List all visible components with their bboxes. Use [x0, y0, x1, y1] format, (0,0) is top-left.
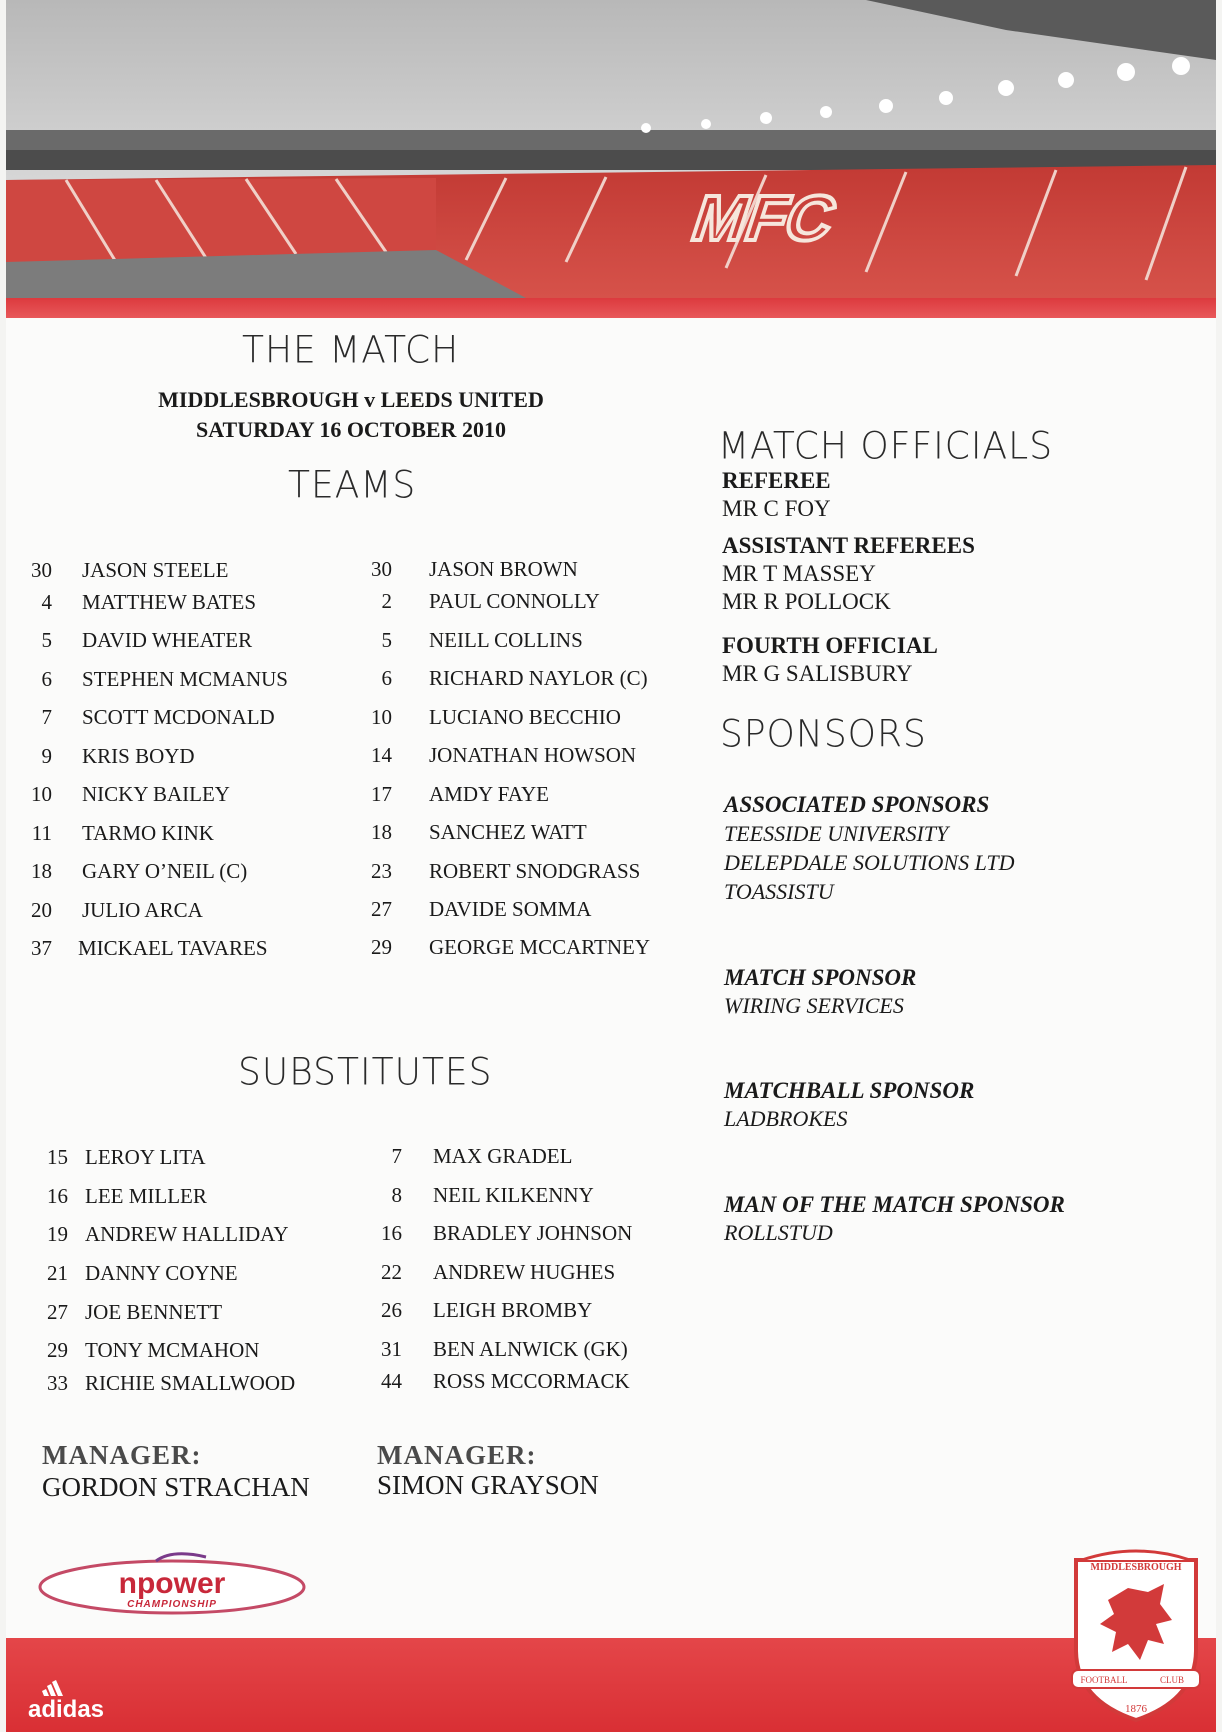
npower-championship-logo	[36, 1547, 308, 1619]
associated-sponsor: TEESSIDE UNIVERSITY	[724, 821, 949, 846]
player-number: 5	[381, 628, 392, 652]
player-name: NEIL KILKENNY	[433, 1183, 594, 1207]
programme-page	[6, 0, 1216, 1732]
player-number: 18	[371, 820, 392, 844]
player-number: 30	[31, 558, 52, 582]
npower-subtitle: CHAMPIONSHIP	[127, 1599, 217, 1610]
player-name: ROSS MCCORMACK	[433, 1369, 630, 1393]
adidas-logo	[28, 1680, 104, 1724]
player-number: 30	[371, 557, 392, 581]
player-number: 31	[381, 1337, 402, 1361]
player-name: TONY MCMAHON	[85, 1338, 260, 1362]
substitutes-heading: SUBSTITUTES	[238, 1050, 493, 1095]
player-number: 23	[371, 859, 392, 883]
player-name: PAUL CONNOLLY	[429, 589, 600, 613]
crest-year: 1876	[1125, 1703, 1147, 1715]
middlesbrough-crest	[1068, 1540, 1204, 1724]
player-name: STEPHEN MCMANUS	[82, 667, 288, 691]
assistant-referees-label: ASSISTANT REFEREES	[722, 533, 975, 558]
fourth-official-name: MR G SALISBURY	[722, 661, 913, 686]
player-number: 18	[31, 859, 52, 883]
player-number: 4	[41, 590, 52, 614]
player-number: 5	[41, 628, 52, 652]
player-name: GARY O’NEIL (C)	[82, 859, 248, 883]
player-name: KRIS BOYD	[82, 744, 195, 768]
player-name: MICKAEL TAVARES	[78, 936, 268, 960]
player-number: 7	[391, 1144, 402, 1168]
player-name: LEE MILLER	[85, 1184, 207, 1208]
player-name: DAVIDE SOMMA	[429, 897, 592, 921]
player-number: 10	[371, 705, 392, 729]
player-number: 2	[381, 589, 392, 613]
sponsors-heading: SPONSORS	[720, 712, 927, 757]
player-number: 15	[47, 1145, 68, 1169]
player-name: JONATHAN HOWSON	[429, 743, 637, 767]
home-manager-name: GORDON STRACHAN	[42, 1472, 310, 1502]
match-sponsor-name: WIRING SERVICES	[724, 993, 904, 1018]
player-name: LEROY LITA	[85, 1145, 206, 1169]
npower-wordmark: npower	[118, 1567, 226, 1600]
player-name: NICKY BAILEY	[82, 782, 230, 806]
motm-sponsor-name: ROLLSTUD	[724, 1220, 833, 1245]
adidas-stripes-icon	[42, 1680, 68, 1696]
the-match-heading: THE MATCH	[242, 328, 460, 373]
referee-name: MR C FOY	[722, 496, 831, 521]
fourth-official-label: FOURTH OFFICIAL	[722, 633, 938, 658]
player-name: JASON STEELE	[82, 558, 229, 582]
player-name: JASON BROWN	[429, 557, 578, 581]
player-name: LEIGH BROMBY	[433, 1298, 593, 1322]
player-number: 17	[371, 782, 392, 806]
player-number: 22	[381, 1260, 402, 1284]
mfc-seat-lettering: MFC	[683, 182, 846, 254]
player-name: BRADLEY JOHNSON	[433, 1221, 633, 1245]
home-manager-label: MANAGER:	[42, 1440, 202, 1470]
player-number: 9	[41, 744, 52, 768]
player-name: TARMO KINK	[82, 821, 214, 845]
fixture-title: MIDDLESBROUGH v LEEDS UNITED	[158, 387, 544, 412]
player-number: 6	[381, 666, 392, 690]
match-sponsor-label: MATCH SPONSOR	[724, 965, 917, 990]
associated-sponsor: DELEPDALE SOLUTIONS LTD	[724, 850, 1015, 875]
player-name: AMDY FAYE	[429, 782, 549, 806]
player-number: 37	[31, 936, 52, 960]
player-number: 19	[47, 1222, 68, 1246]
footer-red-band	[6, 1638, 1216, 1732]
match-date: SATURDAY 16 OCTOBER 2010	[196, 417, 506, 442]
player-number: 8	[391, 1183, 402, 1207]
associated-sponsors-label: ASSOCIATED SPONSORS	[724, 792, 990, 817]
player-number: 27	[47, 1300, 68, 1324]
away-manager-name: SIMON GRAYSON	[377, 1470, 599, 1500]
player-name: NEILL COLLINS	[429, 628, 583, 652]
player-number: 14	[371, 743, 392, 767]
player-number: 29	[47, 1338, 68, 1362]
player-name: LUCIANO BECCHIO	[429, 705, 621, 729]
player-number: 27	[371, 897, 392, 921]
player-number: 16	[47, 1184, 68, 1208]
player-name: RICHARD NAYLOR (C)	[429, 666, 648, 690]
player-name: DANNY COYNE	[85, 1261, 238, 1285]
player-name: RICHIE SMALLWOOD	[85, 1371, 296, 1395]
player-number: 21	[47, 1261, 68, 1285]
crest-club-name: MIDDLESBROUGH	[1090, 1562, 1182, 1573]
player-number: 6	[41, 667, 52, 691]
teams-heading: TEAMS	[288, 463, 417, 508]
player-name: SCOTT MCDONALD	[82, 705, 275, 729]
player-name: JULIO ARCA	[82, 898, 203, 922]
motm-sponsor-label: MAN OF THE MATCH SPONSOR	[724, 1192, 1065, 1217]
crest-club-text: CLUB	[1159, 1675, 1185, 1685]
player-number: 29	[371, 935, 392, 959]
adidas-wordmark: adidas	[28, 1696, 105, 1723]
player-name: BEN ALNWICK (GK)	[433, 1337, 628, 1361]
player-number: 44	[381, 1369, 402, 1393]
associated-sponsor: TOASSISTU	[724, 879, 834, 904]
matchball-sponsor-name: LADBROKES	[724, 1106, 848, 1131]
crest-football-text: FOOTBALL	[1080, 1675, 1128, 1685]
assistant-referee-2: MR R POLLOCK	[722, 589, 891, 614]
referee-label: REFEREE	[722, 468, 831, 493]
player-name: ANDREW HUGHES	[433, 1260, 616, 1284]
player-name: ROBERT SNODGRASS	[429, 859, 641, 883]
player-number: 16	[381, 1221, 402, 1245]
away-manager-label: MANAGER:	[377, 1440, 537, 1470]
player-name: GEORGE MCCARTNEY	[429, 935, 650, 959]
player-number: 11	[31, 821, 52, 845]
player-name: JOE BENNETT	[85, 1300, 223, 1324]
player-name: ANDREW HALLIDAY	[85, 1222, 289, 1246]
player-name: SANCHEZ WATT	[429, 820, 587, 844]
player-number: 10	[31, 782, 52, 806]
match-officials-heading: MATCH OFFICIALS	[718, 424, 1054, 469]
player-name: MATTHEW BATES	[82, 590, 257, 614]
player-number: 7	[41, 705, 52, 729]
header-red-stripe	[6, 298, 1216, 318]
assistant-referee-1: MR T MASSEY	[722, 561, 876, 586]
player-number: 33	[47, 1371, 68, 1395]
player-number: 26	[381, 1298, 402, 1322]
player-name: DAVID WHEATER	[82, 628, 253, 652]
player-name: MAX GRADEL	[433, 1144, 573, 1168]
player-number: 20	[31, 898, 52, 922]
stadium-header-image	[6, 0, 1216, 298]
matchball-sponsor-label: MATCHBALL SPONSOR	[724, 1078, 975, 1103]
